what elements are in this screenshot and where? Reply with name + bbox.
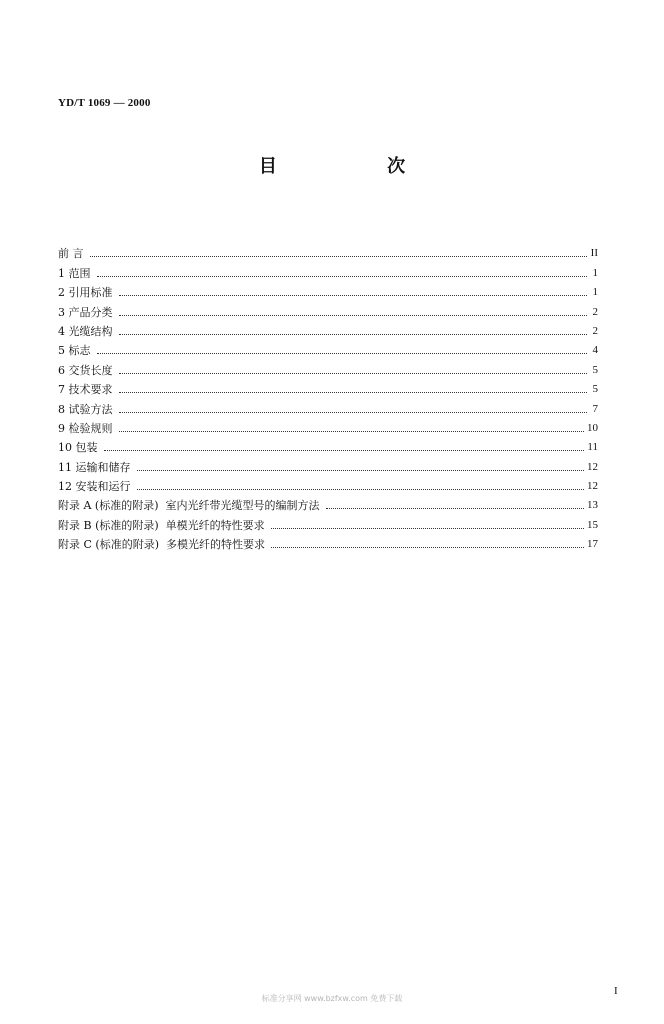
toc-entry-page: 10 (587, 421, 598, 434)
toc-entry-page: 15 (587, 518, 598, 531)
toc-entry-page: 4 (592, 344, 598, 357)
toc-entry-page: 17 (587, 538, 598, 551)
toc-entry-label: 附录 C (标准的附录) 多模光纤的特性要求 (58, 538, 265, 552)
toc-entry-page: 5 (592, 363, 598, 376)
toc-entry-page: 2 (592, 324, 598, 337)
toc-entry-9[interactable] (58, 416, 598, 435)
toc-entry-label: 8 试验方法 (58, 402, 113, 416)
page-number: I (614, 985, 618, 997)
toc-entry-7[interactable] (58, 377, 598, 396)
toc-entry-page: 2 (592, 305, 598, 318)
toc-entry-page: II (590, 247, 598, 260)
dot-leader (97, 353, 588, 354)
toc-entry-5[interactable] (58, 338, 598, 357)
toc-entry-label: 7 技术要求 (58, 383, 113, 397)
toc-entry-12[interactable] (58, 474, 598, 493)
toc-entry-page: 12 (587, 460, 598, 473)
toc-entry-appendix-a[interactable] (58, 493, 598, 512)
toc-entry-label: 5 标志 (58, 344, 91, 358)
watermark: 标准分享网 www.bzfxw.com 免费下载 (261, 994, 403, 1003)
toc-entry-label: 2 引用标准 (58, 286, 113, 300)
toc-entry-page: 5 (592, 383, 598, 396)
toc-entry-10[interactable] (58, 435, 598, 454)
toc-entry-11[interactable] (58, 454, 598, 473)
dot-leader (119, 392, 588, 393)
toc-entry-label: 6 交货长度 (58, 363, 113, 377)
dot-leader (119, 334, 588, 335)
dot-leader (119, 431, 585, 432)
toc-entry-6[interactable] (58, 357, 598, 376)
toc-entry-8[interactable] (58, 396, 598, 415)
dot-leader (119, 315, 588, 316)
toc-entry-2[interactable] (58, 280, 598, 299)
dot-leader (90, 256, 588, 257)
toc-entry-4[interactable] (58, 319, 598, 338)
dot-leader (97, 276, 588, 277)
dot-leader (326, 508, 584, 509)
toc-entry-page: 7 (592, 402, 598, 415)
toc-entry-label: 10 包装 (58, 441, 98, 455)
toc-entry-label: 11 运输和储存 (58, 460, 131, 474)
toc-entry-page: 13 (587, 499, 598, 512)
toc-entry-label: 前 言 (58, 247, 84, 261)
dot-leader (271, 528, 584, 529)
toc-entry-page: 1 (592, 286, 598, 299)
toc-entry-label: 12 安装和运行 (58, 480, 131, 494)
dot-leader (137, 470, 585, 471)
toc-entry-appendix-c[interactable] (58, 532, 598, 551)
dot-leader (137, 489, 585, 490)
toc-entry-1[interactable] (58, 260, 598, 279)
toc-entry-preface[interactable] (58, 241, 598, 260)
toc-entry-page: 12 (587, 480, 598, 493)
toc-entry-label: 附录 B (标准的附录) 单模光纤的特性要求 (58, 518, 265, 532)
document-code: YD/T 1069 — 2000 (58, 97, 151, 109)
dot-leader (271, 547, 584, 548)
toc-entry-3[interactable] (58, 299, 598, 318)
dot-leader (119, 373, 588, 374)
dot-leader (119, 295, 588, 296)
dot-leader (104, 450, 585, 451)
dot-leader (119, 412, 588, 413)
toc-entry-label: 9 检验规则 (58, 421, 113, 435)
toc-entry-label: 附录 A (标准的附录) 室内光纤带光缆型号的编制方法 (58, 499, 320, 513)
toc-entry-label: 4 光缆结构 (58, 324, 113, 338)
toc-entry-page: 11 (587, 441, 598, 454)
toc-title: 目 次 (258, 156, 458, 177)
toc-entry-label: 3 产品分类 (58, 305, 113, 319)
table-of-contents (58, 241, 598, 551)
toc-entry-appendix-b[interactable] (58, 512, 598, 531)
toc-entry-page: 1 (592, 266, 598, 279)
toc-entry-label: 1 范围 (58, 266, 91, 280)
